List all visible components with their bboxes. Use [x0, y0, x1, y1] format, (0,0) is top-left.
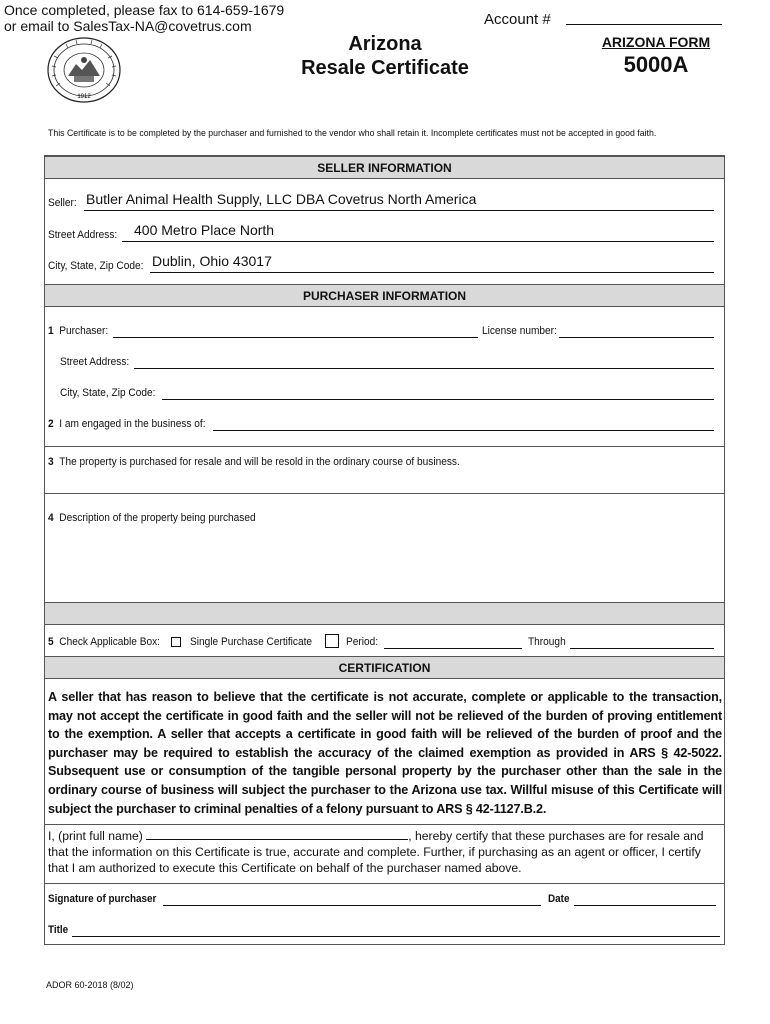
- form-footer-code: ADOR 60-2018 (8/02): [46, 980, 134, 990]
- seller-city-field[interactable]: [150, 272, 714, 273]
- svg-text:1912: 1912: [77, 94, 91, 100]
- period-label: Period:: [346, 636, 379, 648]
- certification-statement: I, (print full name) , hereby certify that these purchases are for resale and that the information on this Certificate is true, accurate and complete. Further, if purchasing as an agent or officer, I certify that I am authorized to execute this Certificate on behalf of the purchaser named above.: [48, 829, 704, 875]
- seller-section-header: SELLER INFORMATION: [45, 156, 724, 179]
- description-field[interactable]: [45, 530, 724, 600]
- purchaser-row-1: 1 Purchaser:: [48, 325, 109, 337]
- seller-warning-text: A seller that has reason to believe that the certificate is not accurate, complete or applicable to the transaction, may not accept the certificate in good faith and the seller will not be relieved of the burden of proving entitlement to the exemption. A seller that accepts a certificate in good faith will be relieved of the burden of proof and the purchaser may be required to establish the accuracy of the claimed exemption as provided in ARS § 42-5022. Subsequent use or consumption of the tangible personal property by the purchaser other than the sale in the ordinary course of business will subject the purchaser to the Arizona use tax. Willful misuse of this Certificate will subject the purchaser to criminal penalties of a felony pursuant to ARS § 42-1127.B.2.: [48, 690, 722, 816]
- purchaser-city-field[interactable]: [162, 399, 714, 400]
- document-title: Arizona Resale Certificate: [301, 33, 469, 79]
- fax-line: Once completed, please fax to 614-659-1679: [4, 2, 285, 18]
- resale-statement: 3 The property is purchased for resale and will be resold in the ordinary course of business.: [48, 456, 460, 468]
- license-number-label: License number:: [482, 325, 557, 337]
- account-number-field[interactable]: [566, 24, 722, 25]
- single-purchase-label: Single Purchase Certificate: [190, 636, 313, 648]
- seller-city-label: City, State, Zip Code:: [48, 260, 144, 272]
- purchaser-name-field[interactable]: [113, 337, 478, 338]
- through-label: Through: [528, 636, 566, 648]
- title-label: Title: [48, 924, 69, 936]
- purchaser-street-field[interactable]: [134, 368, 714, 369]
- license-number-field[interactable]: [559, 337, 714, 338]
- seller-street-value: 400 Metro Place North: [134, 222, 275, 238]
- shaded-separator: [45, 602, 724, 625]
- contact-instructions: [4, 2, 284, 34]
- purchaser-street-label: Street Address:: [60, 356, 130, 368]
- period-checkbox[interactable]: [325, 634, 339, 648]
- single-purchase-checkbox[interactable]: [171, 637, 181, 647]
- signature-label: Signature of purchaser: [48, 893, 157, 905]
- arizona-state-seal: [46, 36, 122, 104]
- seller-street-label: Street Address:: [48, 229, 118, 241]
- seller-field[interactable]: [84, 210, 714, 211]
- title-field[interactable]: [72, 936, 720, 937]
- seller-value: Butler Animal Health Supply, LLC DBA Covetrus North America: [86, 191, 477, 207]
- period-end-field[interactable]: [570, 648, 714, 649]
- purchaser-city-label: City, State, Zip Code:: [60, 387, 156, 399]
- seller-label: Seller:: [48, 197, 77, 209]
- business-row: 2 I am engaged in the business of:: [48, 418, 206, 430]
- form-number: 5000A: [623, 52, 689, 77]
- seller-city-value: Dublin, Ohio 43017: [152, 253, 272, 269]
- print-name-field[interactable]: [146, 839, 408, 840]
- period-start-field[interactable]: [384, 648, 522, 649]
- purchaser-section-header: PURCHASER INFORMATION: [45, 284, 724, 307]
- date-field[interactable]: [574, 905, 716, 906]
- form-label: ARIZONA FORM: [601, 34, 711, 50]
- signature-field[interactable]: [163, 905, 541, 906]
- business-field[interactable]: [213, 430, 714, 431]
- check-box-label: 5 Check Applicable Box:: [48, 636, 160, 648]
- certification-section-header: CERTIFICATION: [45, 656, 724, 679]
- description-label: 4 Description of the property being purchased: [48, 512, 256, 524]
- date-label: Date: [548, 893, 570, 905]
- email-line: or email to SalesTax-NA@covetrus.com: [4, 18, 252, 34]
- account-label: Account #: [484, 11, 551, 28]
- seller-street-field[interactable]: [122, 241, 714, 242]
- intro-instructions: This Certificate is to be completed by the purchaser and furnished to the vendor who shall retain it. Incomplete certificates must not be accepted in good faith.: [48, 128, 657, 139]
